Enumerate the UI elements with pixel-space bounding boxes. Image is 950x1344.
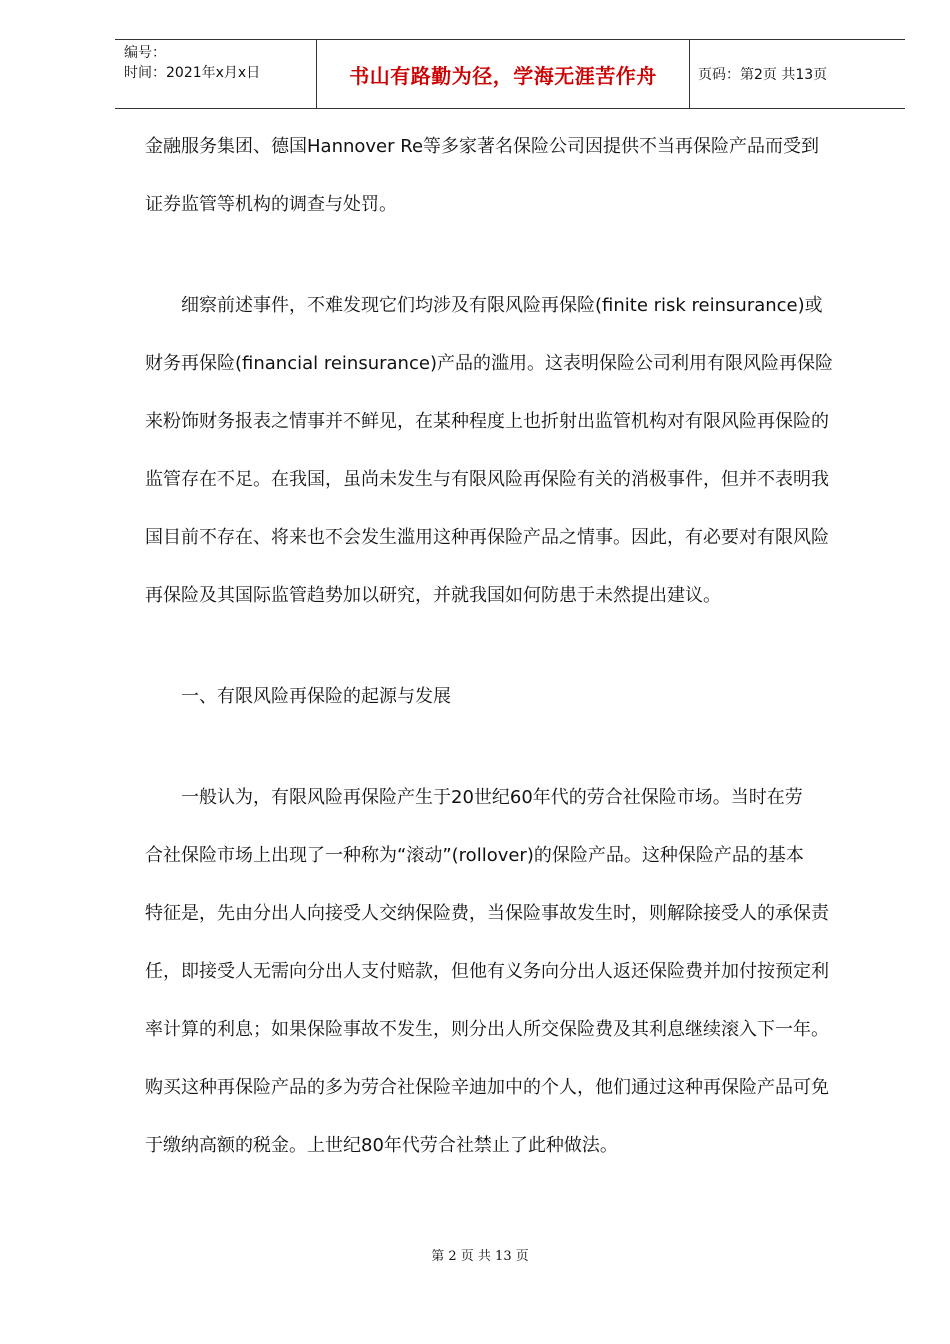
time-label: 时间：2021年x月x日 [124, 65, 261, 81]
page-footer: 第 2 页 共 13 页 [431, 1249, 529, 1264]
text-line: 于缴纳高额的税金。上世纪80年代劳合社禁止了此种做法。 [145, 1135, 618, 1156]
text-line: 购买这种再保险产品的多为劳合社保险辛迪加中的个人，他们通过这种再保险产品可免 [145, 1077, 829, 1098]
section-heading: 一、有限风险再保险的起源与发展 [181, 686, 451, 707]
text-line: 财务再保险(financial reinsurance)产品的滥用。这表明保险公司利用有限风险再保险 [145, 353, 833, 374]
text-line: 再保险及其国际监管趋势加以研究，并就我国如何防患于未然提出建议。 [145, 585, 721, 606]
text-line: 任，即接受人无需向分出人支付赔款，但他有义务向分出人返还保险费并加付按预定利 [145, 961, 829, 982]
header-page-label: 页码：第2页 共13页 [698, 67, 828, 83]
text-line: 细察前述事件，不难发现它们均涉及有限风险再保险(finite risk reinsurance)或 [181, 295, 823, 316]
text-line: 合社保险市场上出现了一种称为“滚动”(rollover)的保险产品。这种保险产品的基本 [145, 845, 804, 866]
text-line: 监管存在不足。在我国，虽尚未发生与有限风险再保险有关的消极事件，但并不表明我 [145, 469, 829, 490]
text-line: 特征是，先由分出人向接受人交纳保险费，当保险事故发生时，则解除接受人的承保责 [145, 903, 829, 924]
text-line: 来粉饰财务报表之情事并不鲜见，在某种程度上也折射出监管机构对有限风险再保险的 [145, 411, 829, 432]
text-line: 证券监管等机构的调查与处罚。 [145, 194, 397, 215]
header-motto: 书山有路勤为径，学海无涯苦作舟 [316, 40, 690, 108]
text-line: 率计算的利息；如果保险事故不发生，则分出人所交保险费及其利息继续滚入下一年。 [145, 1019, 829, 1040]
text-line: 国目前不存在、将来也不会发生滥用这种再保险产品之情事。因此，有必要对有限风险 [145, 527, 829, 548]
document-header [115, 39, 905, 109]
header-meta [115, 40, 316, 108]
text-line: 金融服务集团、德国Hannover Re等多家著名保险公司因提供不当再保险产品而受到 [145, 136, 820, 157]
number-label: 编号： [124, 45, 166, 61]
text-line: 一般认为，有限风险再保险产生于20世纪60年代的劳合社保险市场。当时在劳 [181, 787, 803, 808]
